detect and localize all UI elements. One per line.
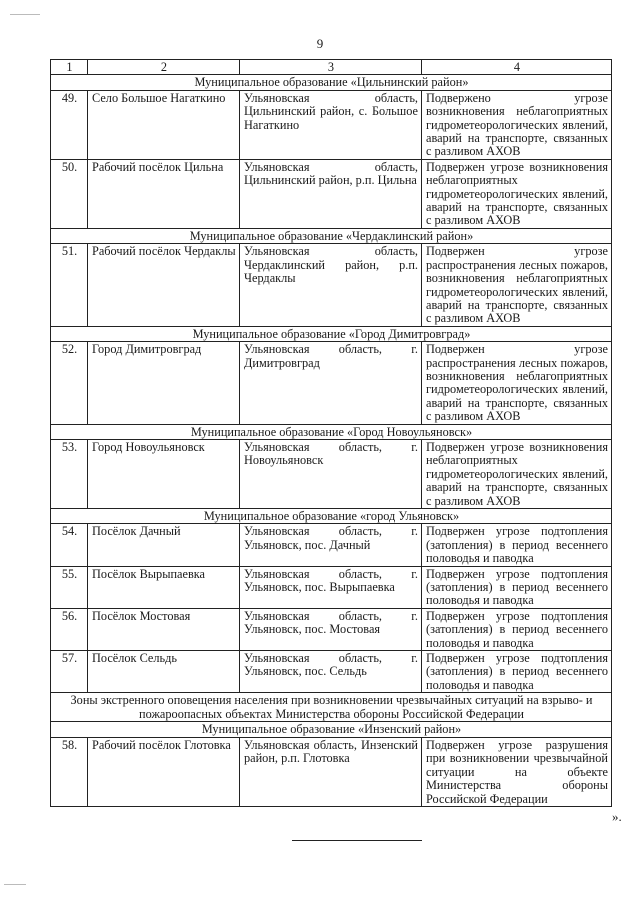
- table-row: [51, 342, 612, 424]
- table-row: [51, 439, 612, 508]
- section-row: [51, 722, 612, 737]
- page-number: 9: [316, 36, 324, 51]
- section-title: Муниципальное образование «Город Новоульяновск»: [51, 424, 612, 439]
- settlement-address: Ульяновская область, г. Ульяновск, пос. Вырыпаевка: [240, 566, 422, 608]
- row-number: 53.: [51, 439, 88, 508]
- row-number: 49.: [51, 90, 88, 159]
- row-number: 54.: [51, 524, 88, 566]
- hazard-description: Подвержен угрозе распространения лесных пожаров, возникновения неблагоприятных гидрометеорологических явлений, аварий на транспорте, связанных с разливом АХОВ: [422, 244, 612, 326]
- section-title: Муниципальное образование «город Ульяновск»: [51, 509, 612, 524]
- hazard-description: Подвержен угрозе возникновения неблагоприятных гидрометеорологических явлений, аварий на транспорте, связанных с разливом АХОВ: [422, 159, 612, 228]
- settlement-name: Посёлок Мостовая: [88, 608, 240, 650]
- section-title: Муниципальное образование «Город Димитровград»: [51, 326, 612, 341]
- row-number: 51.: [51, 244, 88, 326]
- row-number: 57.: [51, 651, 88, 693]
- hazard-description: Подвержен угрозе возникновения неблагоприятных гидрометеорологических явлений, аварий на транспорте, связанных с разливом АХОВ: [422, 439, 612, 508]
- settlements-table: [50, 59, 612, 807]
- signature-line: [292, 840, 422, 841]
- settlement-address: Ульяновская область, Цильнинский район, р.п. Цильна: [240, 159, 422, 228]
- table-row: [51, 608, 612, 650]
- hazard-description: Подвержен угрозе подтопления (затопления) в период весеннего половодья и паводка: [422, 524, 612, 566]
- row-number: 50.: [51, 159, 88, 228]
- table-body: [51, 60, 612, 807]
- header-cell: 4: [422, 60, 612, 75]
- row-number: 58.: [51, 737, 88, 806]
- hazard-description: Подвержен угрозе подтопления (затопления) в период весеннего половодья и паводка: [422, 566, 612, 608]
- table-row: [51, 651, 612, 693]
- settlement-name: Город Димитровград: [88, 342, 240, 424]
- row-number: 56.: [51, 608, 88, 650]
- header-cell: 1: [51, 60, 88, 75]
- settlement-name: Посёлок Вырыпаевка: [88, 566, 240, 608]
- section-row: [51, 509, 612, 524]
- section-title: Муниципальное образование «Чердаклинский район»: [51, 228, 612, 243]
- scan-mark: [4, 884, 26, 885]
- section-row: [51, 228, 612, 243]
- section-title: Муниципальное образование «Инзенский район»: [51, 722, 612, 737]
- table-row: [51, 524, 612, 566]
- section-row: [51, 75, 612, 90]
- settlement-address: Ульяновская область, г. Ульяновск, пос. Мостовая: [240, 608, 422, 650]
- header-row: [51, 60, 612, 75]
- settlement-name: Рабочий посёлок Цильна: [88, 159, 240, 228]
- table-row: [51, 159, 612, 228]
- header-cell: 3: [240, 60, 422, 75]
- settlement-address: Ульяновская область, г. Димитровград: [240, 342, 422, 424]
- settlement-address: Ульяновская область, Цильнинский район, с. Большое Нагаткино: [240, 90, 422, 159]
- row-number: 52.: [51, 342, 88, 424]
- settlement-name: Посёлок Дачный: [88, 524, 240, 566]
- section-title: Муниципальное образование «Цильнинский район»: [51, 75, 612, 90]
- hazard-description: Подвержен угрозе подтопления (затопления) в период весеннего половодья и паводка: [422, 651, 612, 693]
- table-row: [51, 737, 612, 806]
- settlement-address: Ульяновская область, г. Ульяновск, пос. Дачный: [240, 524, 422, 566]
- settlement-name: Рабочий посёлок Чердаклы: [88, 244, 240, 326]
- closing-quote: ».: [612, 809, 622, 824]
- section-row: [51, 326, 612, 341]
- table-row: [51, 566, 612, 608]
- hazard-description: Подвержен угрозе распространения лесных пожаров, возникновения неблагоприятных гидрометеорологических явлений, аварий на транспорте, связанных с разливом АХОВ: [422, 342, 612, 424]
- table-row: [51, 244, 612, 326]
- settlement-name: Рабочий посёлок Глотовка: [88, 737, 240, 806]
- row-number: 55.: [51, 566, 88, 608]
- settlement-name: Посёлок Сельдь: [88, 651, 240, 693]
- section-note: Зоны экстренного оповещения населения при возникновении чрезвычайных ситуаций на взрыво- и пожароопасных объектах Министерства обороны Российской Федерации: [51, 693, 612, 722]
- hazard-description: Подвержен угрозе разрушения при возникновении чрезвычайной ситуации на объекте Министерства обороны Российской Федерации: [422, 737, 612, 806]
- settlement-address: Ульяновская область, г. Ульяновск, пос. Сельдь: [240, 651, 422, 693]
- hazard-description: Подвержено угрозе возникновения неблагоприятных гидрометеорологических явлений, аварий на транспорте, связанных с разливом АХОВ: [422, 90, 612, 159]
- table-row: [51, 90, 612, 159]
- settlement-address: Ульяновская область, г. Новоульяновск: [240, 439, 422, 508]
- note-row: [51, 693, 612, 722]
- header-cell: 2: [88, 60, 240, 75]
- section-row: [51, 424, 612, 439]
- hazard-description: Подвержен угрозе подтопления (затопления) в период весеннего половодья и паводка: [422, 608, 612, 650]
- settlement-address: Ульяновская область, Инзенский район, р.п. Глотовка: [240, 737, 422, 806]
- scan-mark: [10, 14, 40, 15]
- settlement-address: Ульяновская область, Чердаклинский район, р.п. Чердаклы: [240, 244, 422, 326]
- settlement-name: Город Новоульяновск: [88, 439, 240, 508]
- settlement-name: Село Большое Нагаткино: [88, 90, 240, 159]
